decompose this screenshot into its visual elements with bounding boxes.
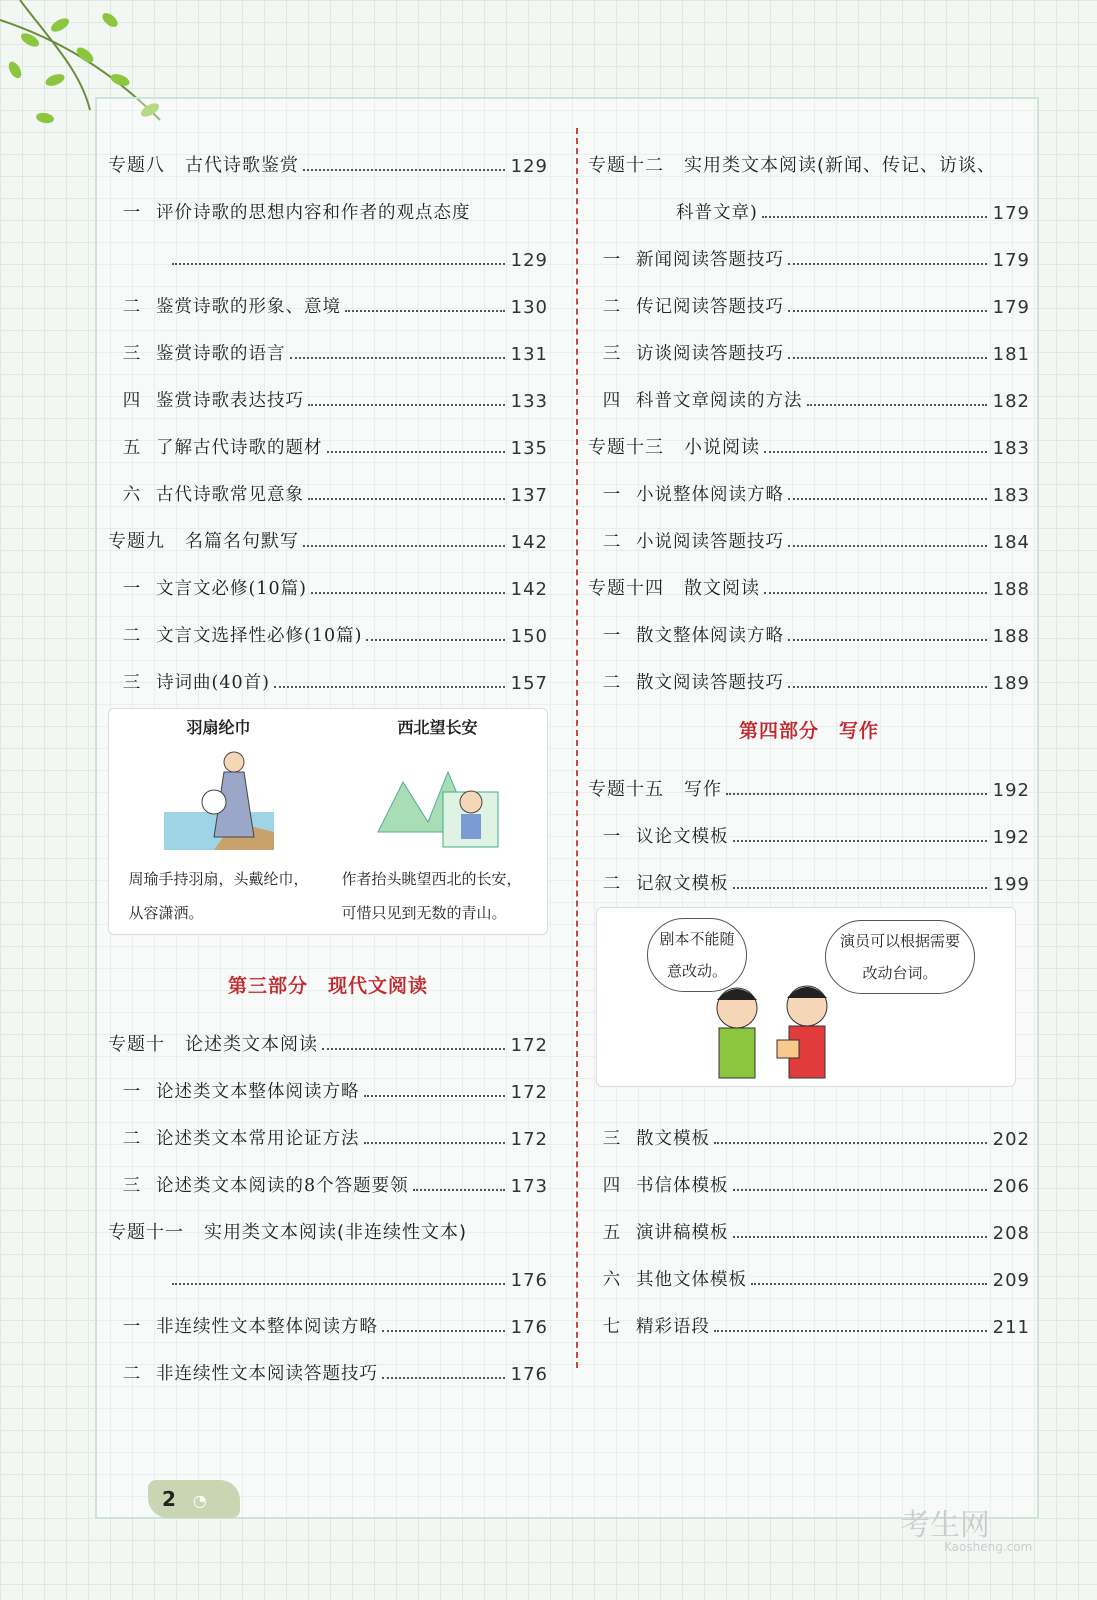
subsection-label: 议论文模板 [636,827,729,847]
toc-right-column [588,130,1030,1338]
subsection-number: 五 [602,1223,622,1243]
subsection-label: 论述类文本常用论证方法 [156,1129,360,1149]
subsection-number: 四 [122,391,142,411]
leader-dots [807,404,987,406]
illustration-box [108,708,548,935]
toc-subsection-entry[interactable] [108,459,548,506]
subsection-label: 论述类文本阅读的8个答题要领 [156,1176,409,1196]
topic-number: 专题十 [108,1034,165,1055]
leader-dots [733,1236,987,1238]
page-ref: 133 [510,391,548,412]
toc-subsection-entry[interactable] [108,1291,548,1338]
page-ref: 189 [992,673,1030,694]
toc-left-column [108,130,548,1385]
illustration-caption-2: 作者抬头眺望西北的长安，可惜只见到无数的青山。 [341,870,522,922]
topic-number: 专题十二 [588,155,664,176]
subsection-number: 二 [122,1129,142,1149]
leader-dots [726,793,987,795]
subsection-number: 二 [602,297,622,317]
subsection-number: 一 [602,827,622,847]
subsection-number: 一 [602,485,622,505]
illustration-title-2: 西北望长安 [397,718,478,737]
subsection-number: 七 [602,1317,622,1337]
leader-dots [751,1283,987,1285]
subsection-label: 非连续性文本整体阅读方略 [156,1317,378,1337]
subsection-number: 二 [602,532,622,552]
subsection-label: 记叙文模板 [636,874,729,894]
topic-label: 专题十四 散文阅读 [588,578,760,599]
subsection-label: 论述类文本整体阅读方略 [156,1082,360,1102]
page-ref: 157 [510,673,548,694]
subsection-number: 三 [122,673,142,693]
toc-topic-entry[interactable] [108,1009,548,1056]
illustration-caption-1: 周瑜手持羽扇，头戴纶巾，从容潇洒。 [128,870,309,922]
leader-dots [788,639,987,641]
toc-subsection-entry[interactable] [588,647,1030,694]
subsection-number: 四 [602,1176,622,1196]
page-ref: 131 [510,344,548,365]
page-ref: 199 [992,874,1030,895]
subsection-label: 传记阅读答题技巧 [636,297,784,317]
leader-dots [714,1142,987,1144]
topic-label: 专题八 古代诗歌鉴赏 [108,155,299,176]
leader-dots [788,263,987,265]
page-ref: 209 [992,1270,1030,1291]
subsection-label: 其他文体模板 [636,1270,747,1290]
leader-dots [303,169,505,171]
toc-subsection-entry[interactable] [108,1056,548,1103]
page-ref: 129 [510,250,548,271]
subsection-label: 书信体模板 [636,1176,729,1196]
page-ref: 192 [992,780,1030,801]
page-ref: 172 [510,1082,548,1103]
toc-subsection-entry[interactable] [588,365,1030,412]
toc-subsection-entry[interactable] [108,271,548,318]
page-ref: 188 [992,579,1030,600]
subsection-number: 五 [122,438,142,458]
leader-dots [762,216,987,218]
leader-dots [308,498,505,500]
subsection-label: 精彩语段 [636,1317,710,1337]
page-ref: 179 [992,297,1030,318]
toc-continuation-entry[interactable] [108,224,548,271]
subsection-label: 小说阅读答题技巧 [636,532,784,552]
continuation-label: 科普文章) [676,203,758,223]
leader-dots [788,310,987,312]
toc-subsection-entry[interactable] [588,1244,1030,1291]
page-ref: 142 [510,579,548,600]
subsection-number: 三 [602,344,622,364]
topic-label: 专题十二 实用类文本阅读(新闻、传记、访谈、 [588,155,997,176]
page-ref: 184 [992,532,1030,553]
toc-subsection-entry[interactable] [588,1150,1030,1197]
speech-bubble-2: 演员可以根据需要改动台词。 [825,920,975,994]
leader-dots [345,310,505,312]
subsection-number: 二 [602,673,622,693]
subsection-number: 四 [602,391,622,411]
leader-dots [733,887,987,889]
subsection-label: 文言文选择性必修(10篇) [156,626,363,646]
page-ref: 202 [992,1129,1030,1150]
page-ref: 172 [510,1129,548,1150]
topic-number: 专题十三 [588,437,664,458]
subsection-label: 散文阅读答题技巧 [636,673,784,693]
topic-label: 专题十一 实用类文本阅读(非连续性文本) [108,1222,468,1243]
subsection-number: 一 [122,1317,142,1337]
topic-label: 专题十 论述类文本阅读 [108,1034,318,1055]
toc-subsection-entry[interactable] [108,177,548,224]
illustration-title-1: 羽扇纶巾 [186,718,251,737]
subsection-label: 演讲稿模板 [636,1223,729,1243]
subsection-label: 小说整体阅读方略 [636,485,784,505]
page-ref: 135 [510,438,548,459]
leader-dots [733,1189,987,1191]
leader-dots [274,686,505,688]
cartoon-box [596,907,1016,1087]
toc-topic-entry[interactable] [588,412,1030,459]
subsection-number: 一 [602,626,622,646]
toc-subsection-entry[interactable] [588,848,1030,895]
page-ref: 150 [510,626,548,647]
subsection-label: 诗词曲(40首) [156,673,270,693]
toc-subsection-entry[interactable] [588,801,1030,848]
toc-subsection-entry[interactable] [588,224,1030,271]
toc-topic-entry[interactable] [108,506,548,553]
leader-dots [172,263,505,265]
subsection-label: 古代诗歌常见意象 [156,485,304,505]
subsection-label: 散文模板 [636,1129,710,1149]
topic-number: 专题十五 [588,779,664,800]
page-ref: 211 [992,1317,1030,1338]
page-number: 2 ◔ [148,1480,240,1518]
subsection-number: 六 [602,1270,622,1290]
toc-continuation-entry[interactable] [588,177,1030,224]
page-ref: 176 [510,1364,548,1385]
subsection-label: 非连续性文本阅读答题技巧 [156,1364,378,1384]
toc-subsection-entry[interactable] [108,553,548,600]
leader-dots [311,592,505,594]
page-ref: 172 [510,1035,548,1056]
leader-dots [788,545,987,547]
toc-subsection-entry[interactable] [588,1103,1030,1150]
leader-dots [413,1189,505,1191]
toc-topic-entry[interactable] [588,130,1030,177]
page-ref: 130 [510,297,548,318]
toc-continuation-entry[interactable] [108,1244,548,1291]
leader-dots [764,451,987,453]
leader-dots [322,1048,505,1050]
subsection-label: 鉴赏诗歌表达技巧 [156,391,304,411]
column-divider [576,128,578,1368]
subsection-label: 文言文必修(10篇) [156,579,307,599]
subsection-number: 一 [602,250,622,270]
page-ref: 179 [992,203,1030,224]
speech-bubble-1: 剧本不能随意改动。 [647,918,747,992]
toc-subsection-entry[interactable] [108,365,548,412]
watermark: 考生网 Kaosheng.com [900,1508,1033,1554]
leader-dots [382,1330,505,1332]
toc-subsection-entry[interactable] [108,647,548,694]
page-number-decoration-icon: ◔ [192,1491,207,1510]
toc-subsection-entry[interactable] [588,600,1030,647]
leader-dots [364,1095,505,1097]
toc-subsection-entry[interactable] [108,600,548,647]
subsection-number: 一 [122,579,142,599]
toc-subsection-entry[interactable] [108,412,548,459]
page-ref: 176 [510,1270,548,1291]
toc-subsection-entry[interactable] [108,1338,548,1385]
toc-topic-entry[interactable] [588,754,1030,801]
subsection-number: 三 [122,1176,142,1196]
toc-subsection-entry[interactable] [108,1103,548,1150]
two-students-illustration-icon [697,978,857,1083]
toc-topic-entry[interactable] [108,1197,548,1244]
leader-dots [382,1377,505,1379]
part-three-heading: 第三部分 现代文阅读 [227,975,428,997]
topic-label: 专题九 名篇名句默写 [108,531,299,552]
page-ref: 183 [992,485,1030,506]
toc-subsection-entry[interactable] [108,318,548,365]
subsection-label: 散文整体阅读方略 [636,626,784,646]
subsection-number: 二 [602,874,622,894]
leader-dots [303,545,505,547]
subsection-number: 二 [122,1364,142,1384]
subsection-number: 三 [602,1129,622,1149]
page-ref: 181 [992,344,1030,365]
toc-subsection-entry[interactable] [588,1291,1030,1338]
subsection-number: 二 [122,297,142,317]
leader-dots [172,1283,505,1285]
subsection-label: 鉴赏诗歌的形象、意境 [156,297,341,317]
page-ref: 173 [510,1176,548,1197]
toc-topic-entry[interactable] [108,130,548,177]
page-ref: 208 [992,1223,1030,1244]
page-ref: 129 [510,156,548,177]
leader-dots [733,840,987,842]
toc-subsection-entry[interactable] [588,506,1030,553]
page-ref: 182 [992,391,1030,412]
zhou-yu-illustration-icon [154,742,284,852]
subsection-number: 六 [122,485,142,505]
topic-number: 专题九 [108,531,165,552]
page-ref: 192 [992,827,1030,848]
subsection-label: 鉴赏诗歌的语言 [156,344,286,364]
subsection-number: 一 [122,203,142,223]
subsection-number: 三 [122,344,142,364]
toc-subsection-entry[interactable] [588,318,1030,365]
page-ref: 179 [992,250,1030,271]
leader-dots [364,1142,505,1144]
page-ref: 183 [992,438,1030,459]
topic-number: 专题十四 [588,578,664,599]
subsection-number: 一 [122,1082,142,1102]
topic-label: 专题十五 写作 [588,779,722,800]
toc-subsection-entry[interactable] [588,459,1030,506]
subsection-label: 科普文章阅读的方法 [636,391,803,411]
leader-dots [788,686,987,688]
leader-dots [290,357,505,359]
subsection-label: 访谈阅读答题技巧 [636,344,784,364]
leader-dots [788,357,987,359]
subsection-label: 评价诗歌的思想内容和作者的观点态度 [156,203,471,223]
topic-label: 专题十三 小说阅读 [588,437,760,458]
toc-topic-entry[interactable] [588,553,1030,600]
subsection-label: 了解古代诗歌的题材 [156,438,323,458]
leader-dots [308,404,505,406]
page-ref: 176 [510,1317,548,1338]
leader-dots [327,451,505,453]
part-four-heading: 第四部分 写作 [738,720,879,742]
page-ref: 137 [510,485,548,506]
leader-dots [788,498,987,500]
page-ref: 188 [992,626,1030,647]
gazing-chang-an-illustration-icon [373,742,503,852]
subsection-number: 二 [122,626,142,646]
topic-number: 专题十一 [108,1222,184,1243]
page-ref: 206 [992,1176,1030,1197]
subsection-label: 新闻阅读答题技巧 [636,250,784,270]
leader-dots [764,592,987,594]
topic-number: 专题八 [108,155,165,176]
leader-dots [714,1330,987,1332]
toc-subsection-entry[interactable] [588,271,1030,318]
leader-dots [366,639,504,641]
page-ref: 142 [510,532,548,553]
toc-subsection-entry[interactable] [588,1197,1030,1244]
toc-subsection-entry[interactable] [108,1150,548,1197]
